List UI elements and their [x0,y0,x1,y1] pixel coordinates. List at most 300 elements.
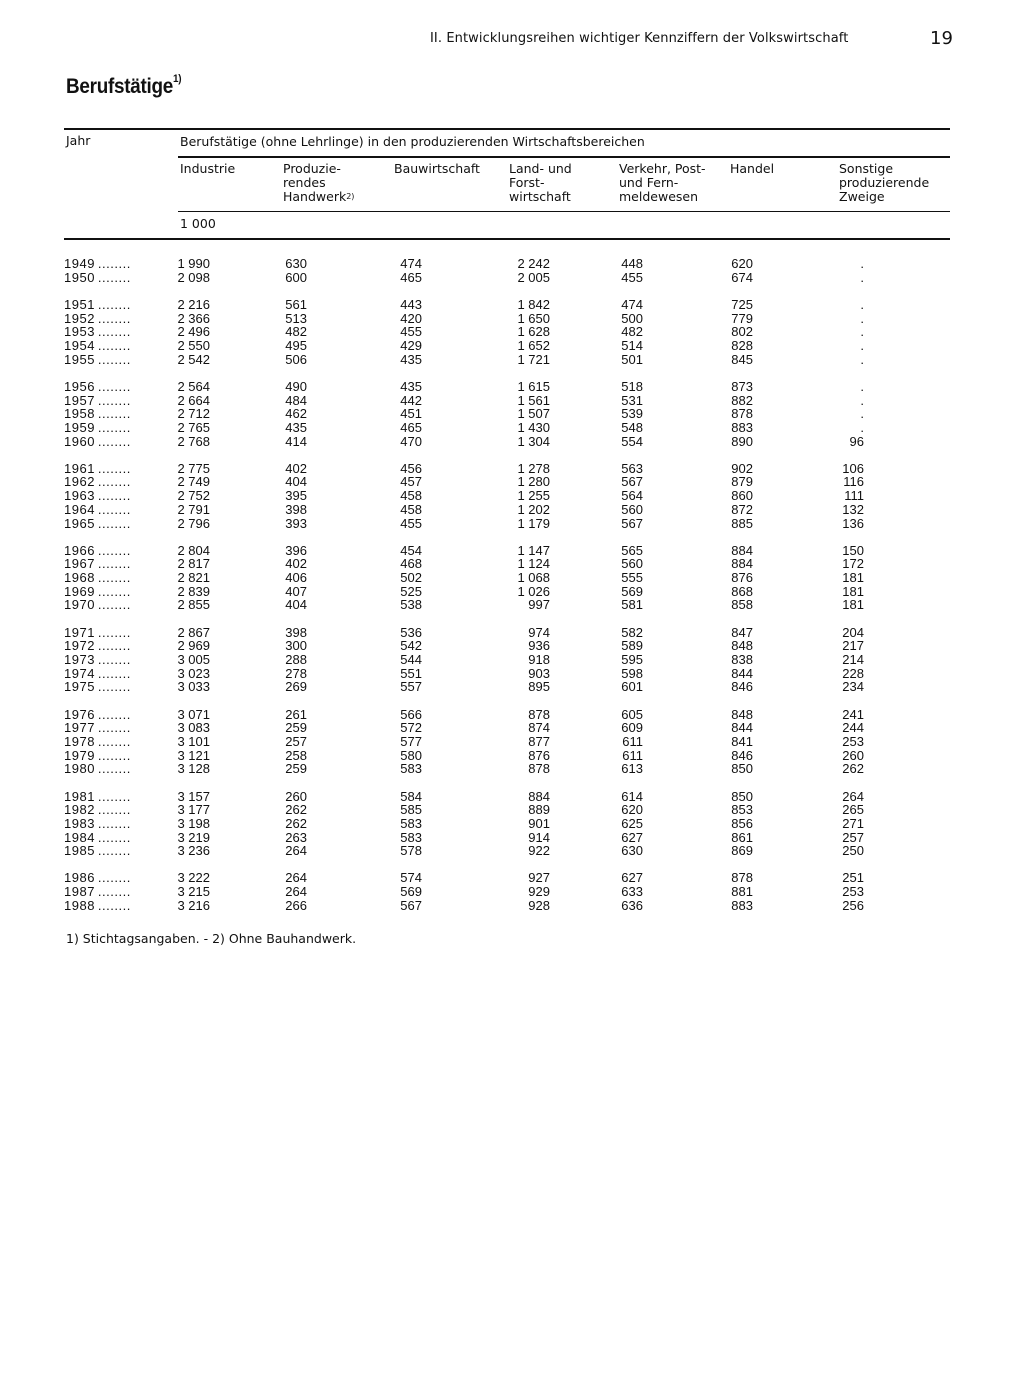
cell-year [64,871,156,885]
footnote: 1) Stichtagsangaben. - 2) Ohne Bauhandwerk. [66,931,357,946]
cell-verkehr: 613 [621,761,643,777]
cell-handwerk: 435 [285,419,307,435]
cell-bau: 583 [400,761,422,777]
cell-verkehr: 611 [622,733,643,749]
cell-handel: 848 [731,638,753,654]
cell-sonstige: 250 [842,843,864,859]
table-row [64,312,954,326]
cell-sonstige: 172 [842,556,864,572]
cell-handwerk: 506 [285,351,307,367]
cell-land: 903 [528,665,550,681]
year-dot-leader: ........ [97,720,131,736]
table-row [64,544,954,558]
cell-year [64,257,156,271]
cell-verkehr: 595 [621,652,643,667]
cell-sonstige: 253 [842,733,864,749]
cell-handel: 890 [731,433,753,449]
cell-verkehr: 455 [621,269,643,285]
cell-sonstige: . [860,296,864,312]
cell-handel: 848 [731,706,753,722]
year-label: 1959 [64,419,95,435]
column-header-line: Produzie- [283,161,341,176]
year-label: 1980 [64,761,95,777]
row-group [64,380,954,448]
cell-verkehr: 548 [621,419,643,435]
cell-land: 927 [528,870,550,886]
year-dot-leader: ........ [97,515,131,531]
table-row [64,257,954,271]
cell-land: 877 [528,733,550,749]
cell-handwerk: 262 [285,802,307,818]
cell-sonstige: 251 [842,870,864,886]
year-label: 1954 [64,337,95,353]
table-row [64,298,954,312]
cell-verkehr: 605 [621,706,643,722]
span-header-rule [178,156,950,158]
year-label: 1962 [64,474,95,490]
cell-year [64,831,156,845]
column-header-line: meldewesen [619,189,699,204]
cell-year [64,667,156,681]
year-dot-leader: ........ [97,665,131,681]
cell-sonstige: 257 [842,829,864,845]
year-label: 1955 [64,351,95,367]
cell-year [64,749,156,763]
cell-year [64,626,156,640]
cell-handwerk: 259 [285,761,307,777]
year-label: 1960 [64,433,95,449]
cell-sonstige: 111 [844,488,864,504]
year-label: 1965 [64,515,95,531]
cell-sonstige: . [860,324,864,340]
cell-industrie: 2 542 [177,351,210,367]
cell-sonstige: 181 [842,583,864,599]
cell-handel: 861 [731,829,753,845]
table-row [64,749,954,763]
cell-land: 878 [528,706,550,722]
year-dot-leader: ........ [97,624,131,640]
year-dot-leader: ........ [97,802,131,818]
cell-verkehr: 581 [621,597,643,613]
cell-industrie: 3 083 [177,720,210,736]
cell-handwerk: 402 [285,460,307,476]
column-header-handel [730,162,774,176]
cell-handwerk: 393 [285,515,307,531]
cell-land: 1 202 [517,501,550,517]
cell-bau: 572 [400,720,422,736]
cell-bau: 435 [400,378,422,394]
year-label: 1981 [64,788,95,804]
cell-verkehr: 589 [621,638,643,654]
table-row [64,653,954,667]
cell-handel: 858 [731,597,753,613]
column-header-verkehr [619,162,706,204]
cell-year [64,598,156,612]
year-label: 1963 [64,488,95,504]
cell-verkehr: 611 [622,747,643,763]
cell-sonstige: . [860,419,864,435]
cell-handel: 902 [731,460,753,476]
cell-verkehr: 501 [621,351,643,367]
table-row [64,639,954,653]
cell-industrie: 3 215 [177,884,210,900]
cell-sonstige: 260 [842,747,864,763]
cell-handwerk: 404 [285,597,307,613]
cell-sonstige: 271 [842,815,864,831]
year-dot-leader: ........ [97,310,131,326]
cell-sonstige: 253 [842,884,864,900]
cell-land: 878 [528,761,550,777]
year-label: 1978 [64,733,95,749]
cell-handel: 853 [731,802,753,818]
cell-bau: 566 [400,706,422,722]
cell-land: 1 628 [517,324,550,340]
cell-land: 1 147 [517,542,550,558]
cell-bau: 584 [400,788,422,804]
cell-handwerk: 398 [285,501,307,517]
cell-industrie: 2 791 [177,501,210,517]
year-dot-leader: ........ [97,652,131,667]
cell-land: 997 [528,597,550,613]
cell-verkehr: 500 [621,310,643,326]
column-header-line [283,190,354,204]
cell-land: 974 [528,624,550,640]
cell-year [64,803,156,817]
cell-sonstige: 132 [842,501,864,517]
table-body [64,257,954,926]
year-dot-leader: ........ [97,351,131,367]
cell-sonstige: . [860,337,864,353]
cell-year [64,517,156,531]
cell-bau: 458 [400,501,422,517]
cell-industrie: 3 033 [177,679,210,695]
cell-bau: 577 [400,733,422,749]
table-row [64,598,954,612]
cell-handwerk: 264 [285,884,307,900]
cell-year [64,899,156,913]
cell-industrie: 2 496 [177,324,210,340]
page-title [66,75,181,99]
column-header-industrie [180,162,235,176]
cell-year [64,325,156,339]
cell-industrie: 3 222 [177,870,210,886]
cell-handel: 841 [731,733,753,749]
table-row [64,803,954,817]
cell-year [64,503,156,517]
cell-land: 1 652 [517,337,550,353]
cell-handel: 850 [731,788,753,804]
cell-year [64,544,156,558]
cell-verkehr: 531 [621,392,643,408]
cell-industrie: 3 177 [177,802,210,818]
cell-handel: 868 [731,583,753,599]
cell-bau: 574 [400,870,422,886]
cell-bau: 580 [400,747,422,763]
cell-handel: 856 [731,815,753,831]
cell-handel: 876 [731,570,753,586]
table-row [64,475,954,489]
year-dot-leader: ........ [97,733,131,749]
cell-sonstige: 204 [842,624,864,640]
cell-handel: 873 [731,378,753,394]
table-row [64,626,954,640]
column-header-text: Handwerk [283,189,347,204]
year-label: 1986 [64,870,95,886]
year-dot-leader: ........ [97,337,131,353]
year-dot-leader: ........ [97,460,131,476]
cell-verkehr: 601 [621,679,643,695]
year-label: 1951 [64,296,95,312]
cell-handel: 884 [731,542,753,558]
year-label: 1964 [64,501,95,517]
cell-land: 1 179 [517,515,550,531]
cell-handel: 878 [731,406,753,422]
year-dot-leader: ........ [97,679,131,695]
cell-land: 884 [528,788,550,804]
cell-bau: 456 [400,460,422,476]
title-text: Berufstätige [66,75,174,98]
cell-verkehr: 625 [621,815,643,831]
cell-year [64,585,156,599]
column-header-line: rendes [283,175,326,190]
cell-year [64,475,156,489]
year-dot-leader: ........ [97,897,131,913]
cell-handwerk: 263 [285,829,307,845]
cell-land: 922 [528,843,550,859]
year-column-header: Jahr [66,133,91,148]
cell-handwerk: 260 [285,788,307,804]
cell-verkehr: 518 [621,378,643,394]
cell-bau: 455 [400,324,422,340]
cell-industrie: 1 990 [177,256,210,271]
cell-sonstige: 116 [843,474,864,490]
cell-sonstige: . [860,351,864,367]
table-row [64,557,954,571]
cell-verkehr: 554 [621,433,643,449]
cell-land: 1 615 [517,378,550,394]
cell-handwerk: 258 [285,747,307,763]
cell-verkehr: 564 [621,488,643,504]
year-label: 1984 [64,829,95,845]
year-label: 1985 [64,843,95,859]
cell-verkehr: 627 [621,829,643,845]
year-label: 1977 [64,720,95,736]
cell-verkehr: 582 [621,624,643,640]
cell-year [64,353,156,367]
cell-handel: 844 [731,720,753,736]
table-row [64,435,954,449]
cell-bau: 542 [400,638,422,654]
year-dot-leader: ........ [97,501,131,517]
cell-bau: 442 [400,392,422,408]
cell-industrie: 2 098 [177,269,210,285]
cell-verkehr: 620 [621,802,643,818]
cell-bau: 465 [400,419,422,435]
table-top-rule [64,128,950,130]
cell-year [64,639,156,653]
cell-handwerk: 262 [285,815,307,831]
row-group [64,871,954,912]
cell-handwerk: 404 [285,474,307,490]
cell-land: 2 242 [517,256,550,271]
cell-bau: 525 [400,583,422,599]
year-label: 1970 [64,597,95,613]
cell-handwerk: 600 [285,269,307,285]
table-row [64,407,954,421]
cell-year [64,421,156,435]
cell-year [64,735,156,749]
year-label: 1958 [64,406,95,422]
cell-sonstige: 228 [842,665,864,681]
year-dot-leader: ........ [97,583,131,599]
table-row [64,708,954,722]
cell-handel: 883 [731,419,753,435]
cell-verkehr: 560 [621,556,643,572]
year-label: 1953 [64,324,95,340]
cell-verkehr: 514 [621,337,643,353]
cell-bau: 429 [400,337,422,353]
cell-year [64,435,156,449]
year-dot-leader: ........ [97,706,131,722]
cell-handwerk: 264 [285,870,307,886]
table-row [64,899,954,913]
column-header-line: Bauwirtschaft [394,161,480,176]
cell-bau: 443 [400,296,422,312]
cell-handel: 850 [731,761,753,777]
cell-handwerk: 407 [285,583,307,599]
cell-land: 936 [528,638,550,654]
year-dot-leader: ........ [97,269,131,285]
cell-bau: 536 [400,624,422,640]
cell-year [64,653,156,667]
cell-handwerk: 266 [285,897,307,913]
column-header-line: Land- und [509,161,572,176]
table-row [64,585,954,599]
cell-land: 918 [528,652,550,667]
cell-verkehr: 448 [621,256,643,271]
row-group [64,544,954,612]
year-dot-leader: ........ [97,256,131,271]
cell-industrie: 2 969 [177,638,210,654]
year-dot-leader: ........ [97,761,131,777]
cell-handel: 883 [731,897,753,913]
table-row [64,353,954,367]
table-row [64,325,954,339]
cell-handwerk: 259 [285,720,307,736]
cell-sonstige: 264 [842,788,864,804]
cell-year [64,721,156,735]
year-dot-leader: ........ [97,406,131,422]
year-label: 1973 [64,652,95,667]
column-header-line: und Fern- [619,175,679,190]
cell-year [64,394,156,408]
cell-handwerk: 300 [285,638,307,654]
column-header-line: Zweige [839,189,885,204]
cell-year [64,817,156,831]
cell-handel: 828 [731,337,753,353]
cell-bau: 455 [400,515,422,531]
cell-land: 1 278 [517,460,550,476]
year-label: 1961 [64,460,95,476]
header-bottom-rule [64,238,950,240]
column-header-line: Industrie [180,161,236,176]
cell-industrie: 2 765 [177,419,210,435]
year-label: 1950 [64,269,95,285]
cell-industrie: 2 804 [177,542,210,558]
running-head: II. Entwicklungsreihen wichtiger Kennziffern der Volkswirtschaft [430,31,849,46]
cell-land: 1 068 [517,570,550,586]
row-group [64,298,954,366]
row-group [64,626,954,694]
cell-land: 1 304 [517,433,550,449]
year-dot-leader: ........ [97,788,131,804]
cell-land: 2 005 [517,269,550,285]
cell-land: 1 280 [517,474,550,490]
cell-land: 895 [528,679,550,695]
year-label: 1966 [64,542,95,558]
cell-bau: 465 [400,269,422,285]
cell-sonstige: . [860,378,864,394]
cell-industrie: 2 839 [177,583,210,599]
column-header-handwerk [283,162,354,204]
span-column-header: Berufstätige (ohne Lehrlinge) in den produzierenden Wirtschaftsbereichen [180,134,645,149]
table-row [64,462,954,476]
cell-bau: 435 [400,351,422,367]
table-row [64,885,954,899]
year-label: 1949 [64,256,95,271]
column-header-line: Verkehr, Post- [619,161,706,176]
cell-bau: 538 [400,597,422,613]
cell-land: 1 561 [517,392,550,408]
page-number: 19 [930,28,953,49]
cell-industrie: 2 749 [177,474,210,490]
cell-year [64,489,156,503]
cell-handel: 779 [731,310,753,326]
cell-handel: 844 [731,665,753,681]
cell-industrie: 2 775 [177,460,210,476]
cell-industrie: 3 198 [177,815,210,831]
table-row [64,831,954,845]
cell-handwerk: 561 [285,296,307,312]
table-row [64,871,954,885]
year-dot-leader: ........ [97,488,131,504]
cell-bau: 551 [400,665,422,681]
cell-verkehr: 539 [621,406,643,422]
year-label: 1975 [64,679,95,695]
column-header-line: Sonstige [839,161,894,176]
year-label: 1976 [64,706,95,722]
cell-land: 1 430 [517,419,550,435]
cell-land: 1 026 [517,583,550,599]
year-dot-leader: ........ [97,419,131,435]
year-label: 1968 [64,570,95,586]
cell-year [64,312,156,326]
cell-handel: 846 [731,747,753,763]
year-label: 1988 [64,897,95,913]
year-label: 1956 [64,378,95,394]
row-group [64,257,954,284]
cell-bau: 585 [400,802,422,818]
table-row [64,817,954,831]
cell-sonstige: . [860,406,864,422]
cell-handel: 802 [731,324,753,340]
cell-year [64,844,156,858]
column-header-bau [394,162,480,176]
year-dot-leader: ........ [97,378,131,394]
table-row [64,571,954,585]
cell-sonstige: 181 [842,570,864,586]
cell-bau: 474 [400,256,422,271]
